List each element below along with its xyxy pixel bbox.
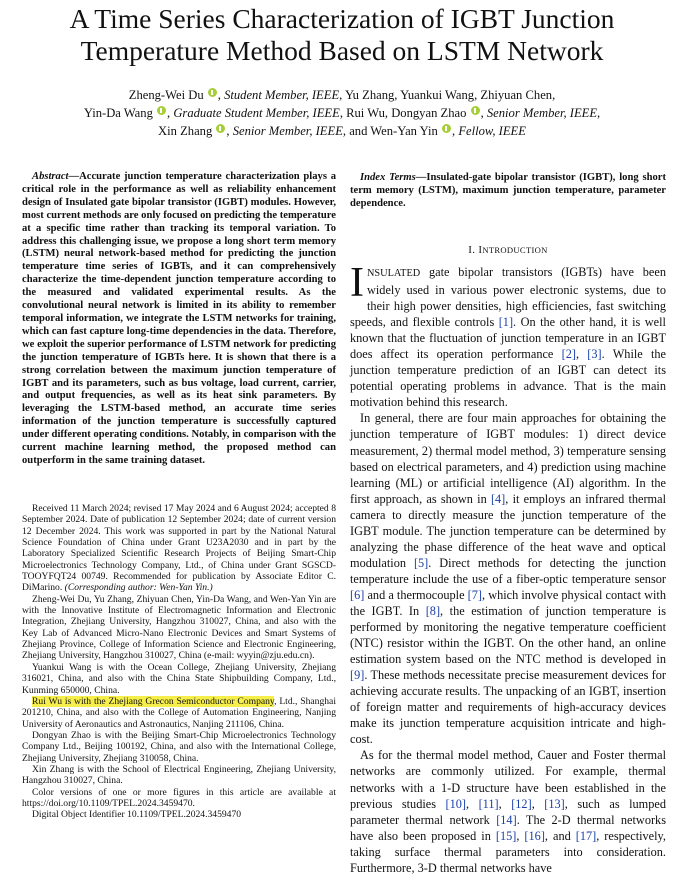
abstract-text: —Accurate junction temperature characterization plays a critical role in the performance as well as reliability enhancement design of Insulated gate bipolar transistor (IGBT) modules. However, most current methods are only focused on predicting the temperature at a specific time rather than tracking its temporal variation. To address this challenging issue, we propose a long short term memory (LSTM) neural network-based method for predicting the junction temperature time series of IGBTs, and it can comprehensively characterize the time-dependent junction temperature according to the measured and validated experimental results. As the convolutional neural network is limited in its ability to remember temporal information, we integrate the LSTM networks for training, which can fast capture long-time dependencies in the data. Therefore, we exploit the superior performance of LSTM network for predicting the junction temperature of IGBTs here. It is shown that there is a strong correlation between the maximum junction temperature of IGBT and its parameters, such as bus voltage, load current, carrier, and output frequencies, as well as its heat sink parameters. By leveraging the LSTM-based method, an accurate time series information of the junction temperature is successfully captured under different operating conditions. Notably, in comparison with the current machine learning method, the proposed method can outperform in the same training dataset.: [22, 171, 336, 466]
paper-title: [14, 3, 670, 67]
citation-link[interactable]: [12]: [511, 796, 532, 811]
author-membership: Senior Member, IEEE,: [486, 106, 601, 120]
citation-link[interactable]: [5]: [413, 555, 429, 570]
author-name: Xin Zhang: [158, 124, 213, 138]
section-number: I.: [468, 244, 476, 256]
citation-link[interactable]: [11]: [478, 796, 499, 811]
footnote-affiliation: Yuankui Wang is with the Ocean College, Zhejiang University, Zhejiang 316021, China, and also with the China State Shipbuilding Company, Ltd., Kunming 650000, China.: [22, 661, 336, 696]
author-membership: Student Member, IEEE: [224, 88, 340, 102]
author-list: Zheng-Wei Du , Student Member, IEEE, Yu Zhang, Yuankui Wang, Zhiyuan Chen, Yin-Da Wang , Graduate Student Member, IEEE, Rui Wu, Dongyan Zhao , Senior Member, IEEE, Xin Zhang , Senior Member, IEEE, and Wen-Yan Yin , Fellow, IEEE: [83, 88, 601, 138]
paragraph: [350, 747, 666, 875]
paragraph-text: In general, there are four main approaches for obtaining the junction temperature of IGBT modules: 1) direct device measurement, 2) thermal model method, 3) temperature sensing based on electrical parameters, and 4) prediction using machine learning (ML) or artificial intelligence (AI) algorithm. In the first approach, as shown in: [350, 411, 666, 506]
footnote-received-text: Received 11 March 2024; revised 17 May 2024 and 6 August 2024; accepted 8 September 2024. Date of publication 12 September 2024; date of current version 12 December 2024. This work was supported in part by the National Natural Science Foundation of China under Grant U23A2030 and in part by the Laboratory Specialized Scientific Research Projects of Beijing Smart-Chip Microelectronics Technology Company, Ltd., of China under Grant SGSCD-TOOYFQT24 00749. Recommended for publication by Associate Editor C. DiMarino.: [22, 503, 336, 594]
small-caps-word: NSULATED: [367, 268, 421, 279]
abstract-block: [22, 171, 336, 468]
index-terms: [350, 171, 666, 210]
paragraph: [350, 260, 666, 410]
paragraph-text: . These methods necessitate precise measurement devices for achieving accurate results. The unpacking of an IGBT, insertion of foreign matter and requirements of high-accuracy devices make its junction temperature acquisition intricate and high-cost.: [350, 668, 666, 747]
paragraph-text: , respectively, taking surface thermal parameters into consideration. Furthermore, 3-D thermal networks have: [350, 828, 666, 875]
citation-link[interactable]: [9]: [350, 668, 365, 683]
abstract-lead: Abstract: [32, 171, 69, 182]
title-line-2: Temperature Method Based on LSTM Network: [80, 35, 604, 66]
introduction-body: [350, 260, 666, 876]
footnote-received: [22, 503, 336, 594]
citation-link[interactable]: [16]: [524, 828, 545, 843]
author-name: Yin-Da Wang: [83, 106, 153, 120]
paragraph-text: , the estimation of junction temperature is performed by monitoring the negative temperature coefficient (NTC) resistor within the IGBT. On the other hand, an online estimation system based on the NTC method is developed in: [350, 603, 666, 667]
orcid-icon[interactable]: [442, 124, 451, 133]
separator: ,: [531, 796, 545, 811]
footnotes: [22, 503, 336, 821]
title-line-1: A Time Series Characterization of IGBT Junction: [69, 3, 615, 34]
section-title-rest: NTRODUCTION: [482, 245, 548, 255]
citation-link[interactable]: [13]: [544, 796, 565, 811]
paragraph-text: , and: [544, 828, 576, 843]
abstract: [22, 171, 336, 468]
section-heading: [350, 244, 666, 256]
index-terms-text: —Insulated-gate bipolar transistor (IGBT), long short term memory (LSTM), maximum junction temperature, parameter dependence.: [350, 172, 666, 209]
index-terms-block: [350, 171, 666, 210]
paragraph-text: . On the other hand, it is well known that the fluctuation of junction temperature in an IGBT does affect its operation performance: [350, 315, 666, 362]
orcid-icon[interactable]: [208, 88, 217, 97]
citation-link[interactable]: [10]: [445, 796, 466, 811]
citation-link[interactable]: [1]: [498, 315, 514, 330]
citation-link[interactable]: [6]: [350, 587, 365, 602]
paragraph-text: As for the thermal model method, Cauer and Foster thermal networks are commonly utilized. For example, thermal networks with a 1-D structure have been established in the previous studies: [350, 748, 666, 811]
separator: ,: [466, 796, 479, 811]
highlighted-text: Rui Wu is with the Zhejiang Grecon Semiconductor Company: [32, 695, 275, 707]
citation-link[interactable]: [14]: [496, 812, 517, 827]
section-title: [478, 244, 547, 256]
paragraph-text: ,: [575, 347, 588, 362]
paragraph-text: , it employs an infrared thermal camera to directly measure the junction temperature of the IGBT module. The junction temperature can be determined by analyzing the phase difference of the heat wave and optical modulation: [350, 491, 666, 570]
citation-link[interactable]: [4]: [490, 491, 506, 506]
author-membership: Fellow, IEEE: [458, 124, 526, 138]
footnote-affiliation-rest: , Ltd., Shanghai 201210, China, and also with the College of Automation Engineering, Nanjing University of Aeronautics and Astronautics, Nanjing 211106, China.: [22, 695, 336, 730]
paragraph-text: , which involve physical contact with the IGBT. In: [350, 587, 666, 618]
author-membership: Graduate Student Member, IEEE: [173, 106, 340, 120]
citation-link[interactable]: [7]: [467, 587, 483, 602]
orcid-icon[interactable]: [216, 124, 225, 133]
footnote-affiliation: Dongyan Zhao is with the Beijing Smart-Chip Microelectronics Technology Company Ltd., Beijing 100192, China, and also with the International College, Zhejiang University, Zhejiang 310058, China.: [22, 729, 336, 764]
separator: ,: [516, 828, 525, 843]
separator: ,: [498, 796, 512, 811]
paragraph: [350, 410, 666, 747]
footnote-affiliation: Xin Zhang is with the School of Electrical Engineering, Zhejiang University, Hangzhou 310027, China.: [22, 763, 336, 787]
index-terms-lead: Index Terms: [360, 172, 416, 183]
paragraph-text: . While the junction temperature prediction of an IGBT can detect its potential operating problems in advance. That is the main motivation behind this research.: [350, 347, 666, 410]
author-names: Yu Zhang, Yuankui Wang, Zhiyuan Chen,: [344, 88, 556, 102]
paragraph-text: . Direct methods for detecting the junction temperature include the use of a fiber-optic temperature sensor: [350, 555, 666, 586]
citation-link[interactable]: [17]: [575, 828, 597, 843]
orcid-icon[interactable]: [471, 106, 480, 115]
footnote-affiliation: Zheng-Wei Du, Yu Zhang, Zhiyuan Chen, Yin-Da Wang, and Wen-Yan Yin are with the Innovative Institute of Electromagnetic Information and Electronic Integration, Zhejiang University, Hangzhou 310027, China, and also with the Key Lab of Advanced Micro-Nano Electronic Devices and Smart Systems of Zhejiang Province, College of Information Science and Electronic Engineering, Zhejiang University, Hangzhou 310027, China (e-mail: wyyin@zju.edu.cn).: [22, 593, 336, 662]
citation-link[interactable]: [15]: [495, 828, 517, 843]
orcid-icon[interactable]: [157, 106, 166, 115]
citation-link[interactable]: [3]: [587, 347, 602, 362]
paragraph-text: , such as lumped parameter thermal network: [350, 796, 666, 827]
citation-link[interactable]: [2]: [561, 347, 576, 362]
citation-link[interactable]: [8]: [425, 603, 441, 618]
footnote-affiliation: [22, 696, 336, 730]
footnote-doi: Digital Object Identifier 10.1109/TPEL.2024.3459470: [32, 809, 242, 821]
paragraph-text: gate bipolar transistors (IGBTs) have been widely used in various power electronic systems, due to their high power densities, high efficiencies, fast switching speeds, and flexible controls: [350, 265, 666, 330]
author-names: Rui Wu, Dongyan Zhao: [346, 106, 467, 120]
author-name: Zheng-Wei Du: [128, 88, 204, 102]
author-name: and Wen-Yan Yin: [349, 124, 438, 138]
paragraph-text: and a thermocouple: [364, 587, 468, 602]
paragraph-text: . The 2-D thermal networks have also been proposed in: [350, 812, 666, 843]
drop-cap: I: [350, 260, 364, 306]
author-membership: Senior Member, IEEE,: [232, 124, 347, 138]
footnote-color-note: Color versions of one or more figures in this article are available at https://doi.org/10.1109/TPEL.2024.3459470.: [22, 786, 336, 809]
corresponding-author: (Corresponding author: Wen-Yan Yin.): [64, 582, 213, 594]
section-title-cap: I: [478, 244, 483, 256]
